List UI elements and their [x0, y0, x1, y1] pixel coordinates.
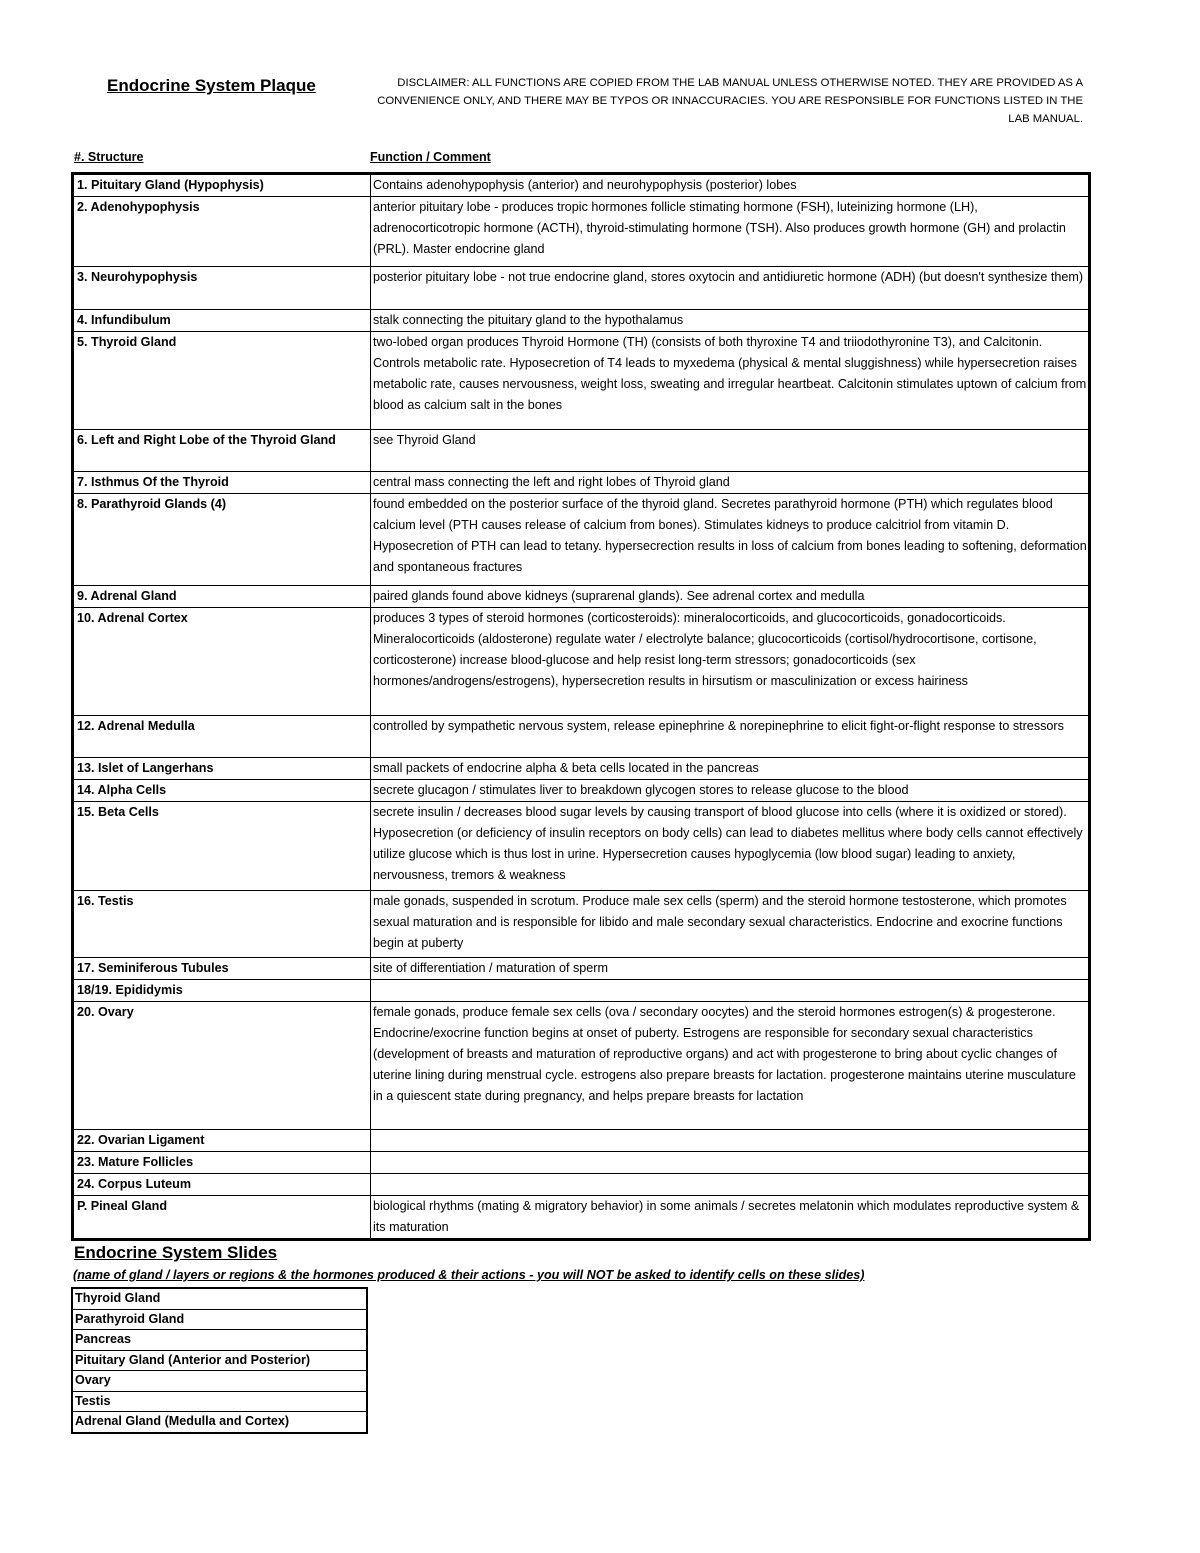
- disclaimer-text: DISCLAIMER: ALL FUNCTIONS ARE COPIED FROM THE LAB MANUAL UNLESS OTHERWISE NOTED. THEY ARE PROVIDED AS A CONVENIENCE ONLY, AND THERE MAY BE TYPOS OR INNACCURACIES. YOU ARE RESPONSIBLE FOR FUNCTIONS LISTED IN THE LAB MANUAL.: [377, 77, 1083, 125]
- table-row: [73, 1196, 1090, 1240]
- function-cell: produces 3 types of steroid hormones (corticosteroids): mineralocorticoids, and glucocorticoids, gonadocorticoids. Mineralocorticoids (aldosterone) regulate water / electrolyte balance; glucocorticoids (cortisol/hydrocortisone, cortisone, corticosterone) increase blood-glucose and help resist long-term stressors; gonadocorticoids (sex hormones/androgens/estrogens), hypersecretion results in hirsutism or masculinization or excess hairiness: [371, 608, 1090, 716]
- function-cell: [371, 1130, 1090, 1152]
- slide-item: Ovary: [72, 1371, 367, 1392]
- structure-cell: 12. Adrenal Medulla: [73, 716, 371, 758]
- table-row: [73, 1002, 1090, 1130]
- table-row: [73, 1130, 1090, 1152]
- table-row: [72, 1288, 367, 1309]
- table-row: [73, 430, 1090, 472]
- table-row: [73, 802, 1090, 891]
- slide-item: Parathyroid Gland: [72, 1309, 367, 1330]
- slide-item: Thyroid Gland: [72, 1288, 367, 1309]
- function-cell: Contains adenohypophysis (anterior) and neurohypophysis (posterior) lobes: [371, 174, 1090, 197]
- function-cell: see Thyroid Gland: [371, 430, 1090, 472]
- structure-cell: 23. Mature Follicles: [73, 1152, 371, 1174]
- function-cell: biological rhythms (mating & migratory behavior) in some animals / secretes melatonin which modulates reproductive system & its maturation: [371, 1196, 1090, 1240]
- structure-cell: 6. Left and Right Lobe of the Thyroid Gland: [73, 430, 371, 472]
- function-cell: [371, 980, 1090, 1002]
- function-cell: found embedded on the posterior surface of the thyroid gland. Secretes parathyroid hormone (PTH) which regulates blood calcium level (PTH causes release of calcium from bones). Stimulates kidneys to produce calcitriol from vitamin D. Hyposecretion of PTH can lead to tetany. hypersecrection results in loss of calcium from bones leading to softening, deformation and spontaneous fractures: [371, 494, 1090, 586]
- structure-cell: 9. Adrenal Gland: [73, 586, 371, 608]
- slides-section-subtitle: (name of gland / layers or regions & the hormones produced & their actions - you will NOT be asked to identify cells on these slides): [73, 1268, 865, 1282]
- function-cell: small packets of endocrine alpha & beta cells located in the pancreas: [371, 758, 1090, 780]
- table-row: [72, 1412, 367, 1433]
- function-cell: secrete glucagon / stimulates liver to breakdown glycogen stores to release glucose to the blood: [371, 780, 1090, 802]
- structure-column-header: #. Structure: [74, 150, 144, 164]
- structure-cell: 8. Parathyroid Glands (4): [73, 494, 371, 586]
- structure-cell: 13. Islet of Langerhans: [73, 758, 371, 780]
- slides-table: [71, 1287, 368, 1434]
- structure-cell: 24. Corpus Luteum: [73, 1174, 371, 1196]
- function-cell: site of differentiation / maturation of sperm: [371, 958, 1090, 980]
- table-row: [72, 1350, 367, 1371]
- table-row: [73, 958, 1090, 980]
- table-row: [72, 1371, 367, 1392]
- slide-item: Pancreas: [72, 1330, 367, 1351]
- structure-cell: 17. Seminiferous Tubules: [73, 958, 371, 980]
- table-row: [73, 586, 1090, 608]
- table-row: [73, 494, 1090, 586]
- function-cell: paired glands found above kidneys (suprarenal glands). See adrenal cortex and medulla: [371, 586, 1090, 608]
- slide-item: Testis: [72, 1391, 367, 1412]
- table-row: [73, 197, 1090, 267]
- structure-cell: 22. Ovarian Ligament: [73, 1130, 371, 1152]
- table-row: [73, 332, 1090, 430]
- table-row: [72, 1330, 367, 1351]
- function-cell: [371, 1152, 1090, 1174]
- table-row: [73, 1152, 1090, 1174]
- structure-cell: 16. Testis: [73, 891, 371, 958]
- slide-item: Adrenal Gland (Medulla and Cortex): [72, 1412, 367, 1433]
- table-row: [73, 716, 1090, 758]
- structure-cell: 18/19. Epididymis: [73, 980, 371, 1002]
- slides-section-title: Endocrine System Slides: [74, 1243, 278, 1262]
- function-cell: secrete insulin / decreases blood sugar levels by causing transport of blood glucose into cells (where it is oxidized or stored). Hyposecretion (or deficiency of insulin receptors on body cells) can lead to diabetes mellitus where body cells cannot effectively utilize glucose which is thus lost in urine. Hypersecretion causes hypoglycemia (low blood sugar) leading to anxiety, nervousness, tremors & weakness: [371, 802, 1090, 891]
- table-row: [73, 891, 1090, 958]
- function-cell: stalk connecting the pituitary gland to the hypothalamus: [371, 310, 1090, 332]
- structure-cell: P. Pineal Gland: [73, 1196, 371, 1240]
- structure-cell: 1. Pituitary Gland (Hypophysis): [73, 174, 371, 197]
- structure-cell: 15. Beta Cells: [73, 802, 371, 891]
- table-row: [72, 1309, 367, 1330]
- function-cell: [371, 1174, 1090, 1196]
- table-row: [73, 980, 1090, 1002]
- structure-table: [71, 172, 1091, 1241]
- table-row: [73, 608, 1090, 716]
- structure-cell: 4. Infundibulum: [73, 310, 371, 332]
- table-row: [73, 174, 1090, 197]
- structure-cell: 2. Adenohypophysis: [73, 197, 371, 267]
- function-cell: controlled by sympathetic nervous system, release epinephrine & norepinephrine to elicit fight-or-flight response to stressors: [371, 716, 1090, 758]
- table-row: [72, 1391, 367, 1412]
- function-cell: male gonads, suspended in scrotum. Produce male sex cells (sperm) and the steroid hormone testosterone, which promotes sexual maturation and is responsible for libido and male secondary sexual characteristics. Endocrine and exocrine functions begin at puberty: [371, 891, 1090, 958]
- table-row: [73, 310, 1090, 332]
- structure-cell: 5. Thyroid Gland: [73, 332, 371, 430]
- structure-cell: 14. Alpha Cells: [73, 780, 371, 802]
- function-cell: two-lobed organ produces Thyroid Hormone (TH) (consists of both thyroxine T4 and triiodothyronine T3), and Calcitonin. Controls metabolic rate. Hyposecretion of T4 leads to myxedema (physical & mental sluggishness) while hypersecretion raises metabolic rate, causes nervousness, weight loss, sweating and irregular heartbeat. Calcitonin stimulates uptown of calcium from blood as calcium salt in the bones: [371, 332, 1090, 430]
- structure-cell: 3. Neurohypophysis: [73, 267, 371, 310]
- table-row: [73, 1174, 1090, 1196]
- structure-cell: 7. Isthmus Of the Thyroid: [73, 472, 371, 494]
- slide-item: Pituitary Gland (Anterior and Posterior): [72, 1350, 367, 1371]
- table-row: [73, 472, 1090, 494]
- function-cell: female gonads, produce female sex cells (ova / secondary oocytes) and the steroid hormones estrogen(s) & progesterone. Endocrine/exocrine function begins at onset of puberty. Estrogens are responsible for secondary sexual characteristics (development of breasts and maturation of reproductive organs) and act with progesterone to bring about cyclic changes of uterine lining during menstrual cycle. estrogens also prepare breasts for lactation. progesterone maintains uterine musculature in a quiescent state during pregnancy, and helps prepare breasts for lactation: [371, 1002, 1090, 1130]
- table-row: [73, 267, 1090, 310]
- structure-cell: 10. Adrenal Cortex: [73, 608, 371, 716]
- table-row: [73, 758, 1090, 780]
- function-cell: anterior pituitary lobe - produces tropic hormones follicle stimating hormone (FSH), luteinizing hormone (LH), adrenocorticotropic hormone (ACTH), thyroid-stimulating hormone (TSH). Also produces growth hormone (GH) and prolactin (PRL). Master endocrine gland: [371, 197, 1090, 267]
- function-column-header: Function / Comment: [370, 150, 491, 164]
- table-row: [73, 780, 1090, 802]
- function-cell: posterior pituitary lobe - not true endocrine gland, stores oxytocin and antidiuretic hormone (ADH) (but doesn't synthesize them): [371, 267, 1090, 310]
- function-cell: central mass connecting the left and right lobes of Thyroid gland: [371, 472, 1090, 494]
- page-title: Endocrine System Plaque: [107, 76, 316, 95]
- structure-cell: 20. Ovary: [73, 1002, 371, 1130]
